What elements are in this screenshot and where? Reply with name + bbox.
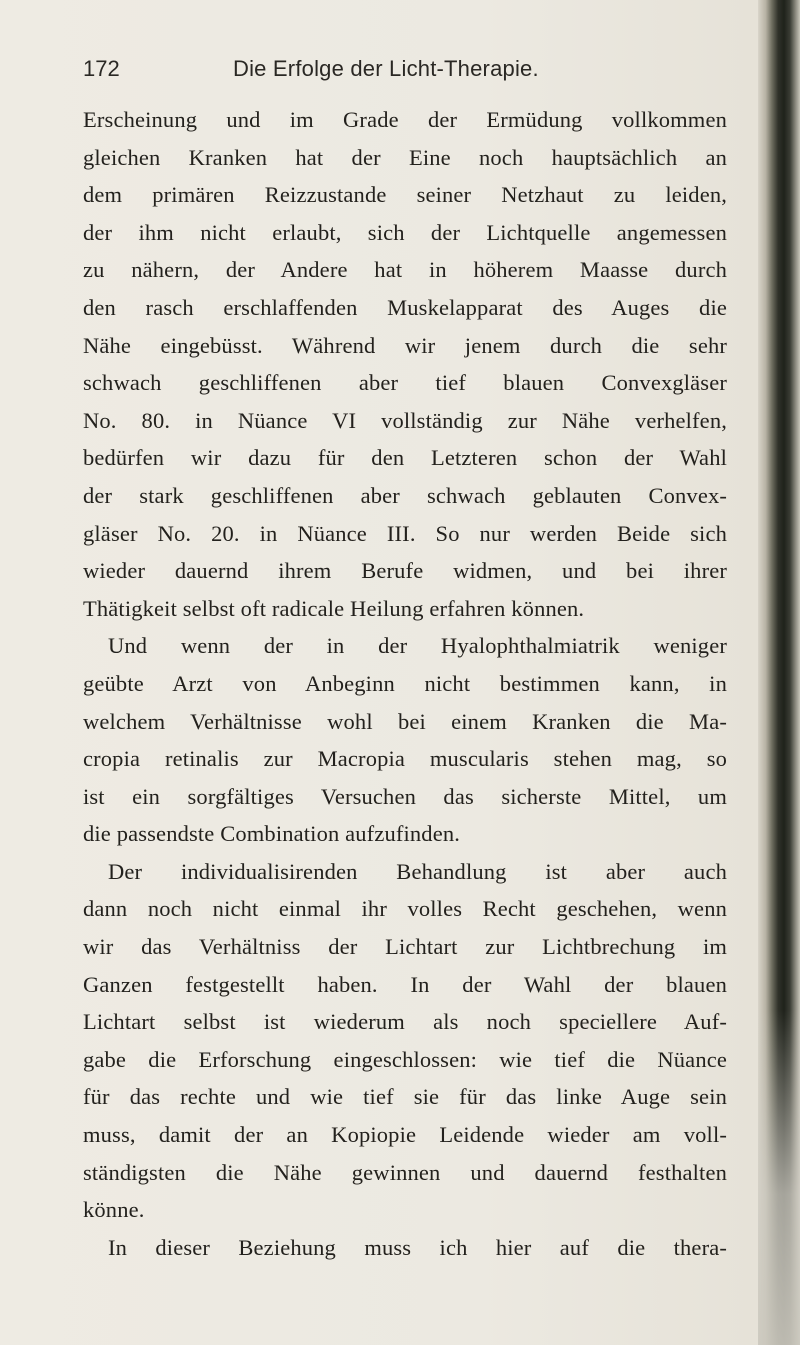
text-line: schwach geschliffenen aber tief blauen Convexgläser xyxy=(83,370,727,396)
text-line: der ihm nicht erlaubt, sich der Lichtquelle angemessen xyxy=(83,219,727,245)
text-line: dann noch nicht einmal ihr volles Recht geschehen, wenn xyxy=(83,896,727,922)
text-line: dem primären Reizzustande seiner Netzhaut zu leiden, xyxy=(83,182,727,208)
text-line: geübte Arzt von Anbeginn nicht bestimmen kann, in xyxy=(83,670,727,696)
text-line: die passendste Combination aufzufinden. xyxy=(83,821,461,847)
text-line: Lichtart selbst ist wiederum als noch speciellere Auf- xyxy=(83,1009,727,1035)
text-line: für das rechte und wie tief sie für das linke Auge sein xyxy=(83,1084,727,1110)
running-title: Die Erfolge der Licht-Therapie. xyxy=(233,56,539,81)
text-line: welchem Verhältnisse wohl bei einem Kranken die Ma- xyxy=(83,708,727,734)
text-line: muss, damit der an Kopiopie Leidende wieder am voll- xyxy=(83,1122,727,1148)
page-number: 172 xyxy=(83,56,120,81)
page-header xyxy=(83,56,723,86)
text-line: ständigsten die Nähe gewinnen und dauernd festhalten xyxy=(83,1159,727,1185)
text-line: gläser No. 20. in Nüance III. So nur werden Beide sich xyxy=(83,520,727,546)
spine-fade xyxy=(758,1010,800,1345)
text-line: Ganzen festgestellt haben. In der Wahl der blauen xyxy=(83,971,727,997)
body-text xyxy=(83,101,727,1266)
text-line: Und wenn der in der Hyalophthalmiatrik weniger xyxy=(108,633,727,659)
text-line: Der individualisirenden Behandlung ist aber auch xyxy=(108,858,727,884)
text-line: Erscheinung und im Grade der Ermüdung vollkommen xyxy=(83,107,727,132)
text-line: cropia retinalis zur Macropia muscularis stehen mag, so xyxy=(83,746,727,772)
text-line: ist ein sorgfältiges Versuchen das sicherste Mittel, um xyxy=(83,783,727,809)
text-line: der stark geschliffenen aber schwach geblauten Convex- xyxy=(83,482,727,508)
text-line: könne. xyxy=(83,1197,145,1223)
text-line: wieder dauernd ihrem Berufe widmen, und bei ihrer xyxy=(83,558,727,584)
text-line: Nähe eingebüsst. Während wir jenem durch die sehr xyxy=(83,332,727,358)
text-line: No. 80. in Nüance VI vollständig zur Nähe verhelfen, xyxy=(83,407,727,433)
text-line: In dieser Beziehung muss ich hier auf die thera- xyxy=(108,1234,727,1260)
text-line: gleichen Kranken hat der Eine noch hauptsächlich an xyxy=(83,144,727,170)
text-line: wir das Verhältniss der Lichtart zur Lichtbrechung im xyxy=(83,934,727,960)
text-line: zu nähern, der Andere hat in höherem Maasse durch xyxy=(83,257,727,283)
text-line: Thätigkeit selbst oft radicale Heilung erfahren können. xyxy=(83,595,585,621)
text-line: den rasch erschlaffenden Muskelapparat des Auges die xyxy=(83,294,727,320)
text-line: bedürfen wir dazu für den Letzteren schon der Wahl xyxy=(83,445,727,471)
text-line: gabe die Erforschung eingeschlossen: wie tief die Nüance xyxy=(83,1046,727,1072)
